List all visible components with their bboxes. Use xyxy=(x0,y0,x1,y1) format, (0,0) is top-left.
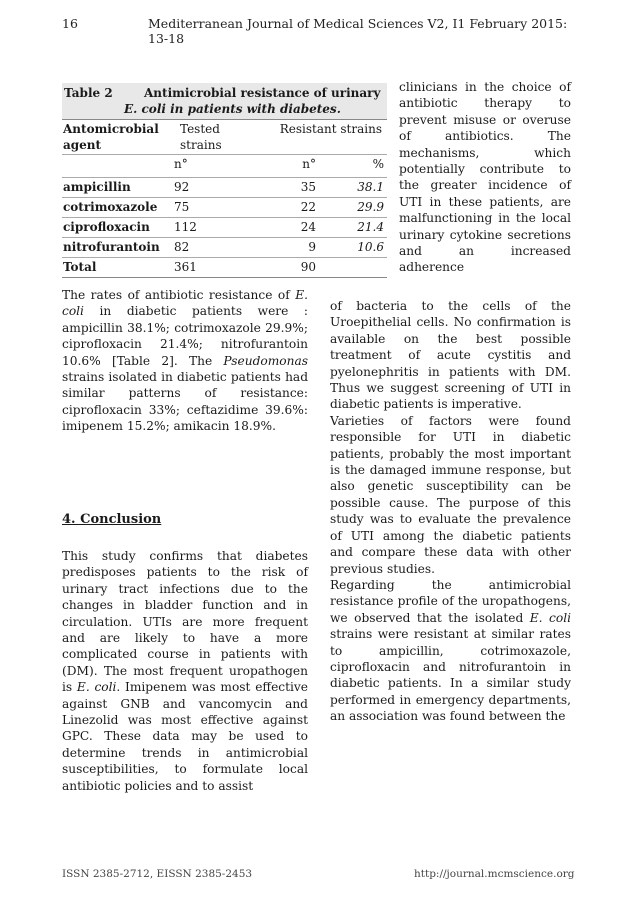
total-resistant: 90 xyxy=(300,260,316,274)
row-resistant: 22 xyxy=(300,200,316,214)
left-paragraph-conclusion: This study confirms that diabetes predisposes patients to the risk of urinary tract infections due to the changes in bladder function and in circulation. UTIs are more frequent and are likely to have a more complicated course in patients with (DM). The most frequent uropathogen is E. coli. Imipenem was most effective against GNB and vancomycin and Linezolid was most effective against GPC. These data may be used to determine trends in antimicrobial susceptibilities, to formulate local antibiotic policies and to assist xyxy=(62,549,309,793)
right-paragraph-1: of bacteria to the cells of the Uroepithelial cells. No confirmation is available on the best possible treatment of acute cystitis and pyelonephritis in patients with DM. Thus we suggest screening of UTI in diabetic patients is imperative. xyxy=(330,299,571,412)
row-percent: 29.9 xyxy=(357,200,384,214)
col-header-tested: Tested strains xyxy=(180,122,222,152)
page-number: 16 xyxy=(62,16,78,31)
row-resistant: 9 xyxy=(308,240,316,254)
table-caption-line1: Antimicrobial resistance of urinary xyxy=(144,86,381,100)
row-agent: cotrimoxazole xyxy=(63,200,158,214)
row-percent: 38.1 xyxy=(357,180,384,194)
results-table xyxy=(62,83,387,278)
right-paragraph-2: Varieties of factors were found responsible for UTI in diabetic patients, probably the most important is the damaged immune response, but also genetic susceptibility can be possible cause. The purpose of this study was to evaluate the prevalence of UTI among the diabetic patients and compare these data with other previous studies. xyxy=(330,413,571,576)
sub-header-resistant: n° xyxy=(302,157,316,171)
table-row xyxy=(62,217,387,237)
left-paragraph-results: The rates of antibiotic resistance of E. coli in diabetic patients were : ampicillin 38.1%; cotrimoxazole 29.9%; ciprofloxacin 21.4%; nitrofurantoin 10.6% [Table 2]. The Pseudomonas strains isolated in diabetic patients had similar patterns of resistance: ciprofloxacin 33%; ceftazidime 39.6%: imipenem 15.2%; amikacin 18.9%. xyxy=(62,288,308,434)
table-row xyxy=(62,197,387,217)
journal-title: Mediterranean Journal of Medical Sciences V2, I1 February 2015: 13-18 xyxy=(148,16,568,46)
right-paragraph-top: clinicians in the choice of antibiotic therapy to prevent misuse or overuse of antibiotics. The mechanisms, which potentially contribute to the greater incidence of UTI in these patients, are malfunctioning in the local urinary cytokine secretions and an increased adherence xyxy=(399,80,571,275)
table-subheader-row xyxy=(62,154,387,177)
row-resistant: 24 xyxy=(300,220,316,234)
right-paragraph-3: Regarding the antimicrobial resistance profile of the uropathogens, we observed that the isolated E. coli strains were resistant at similar rates to ampicillin, cotrimoxazole, ciprofloxacin and nitrofurantoin in diabetic patients. In a similar study performed in emergency departments, an association was found between the xyxy=(330,577,571,724)
total-label: Total xyxy=(63,260,97,274)
row-agent: nitrofurantoin xyxy=(63,240,160,254)
table-row xyxy=(62,237,387,257)
row-tested: 82 xyxy=(174,240,190,254)
row-tested: 92 xyxy=(174,180,190,194)
sub-header-percent: % xyxy=(372,157,384,171)
page-header xyxy=(62,16,582,46)
conclusion-heading: 4. Conclusion xyxy=(62,512,162,527)
row-percent: 21.4 xyxy=(357,220,384,234)
row-agent: ciprofloxacin xyxy=(63,220,150,234)
table-caption-line2: E. coli in patients with diabetes. xyxy=(124,102,341,116)
footer-url[interactable]: http://journal.mcmscience.org xyxy=(414,868,575,880)
table-caption-number: Table 2 xyxy=(64,86,113,100)
row-tested: 75 xyxy=(174,200,190,214)
row-agent: ampicillin xyxy=(63,180,131,194)
row-resistant: 35 xyxy=(300,180,316,194)
table-total-row xyxy=(62,257,387,278)
col-header-resistant: Resistant strains xyxy=(279,122,382,136)
table-header-row xyxy=(62,119,387,154)
right-paragraphs xyxy=(330,298,571,725)
row-tested: 112 xyxy=(174,220,197,234)
footer-issn: ISSN 2385-2712, EISSN 2385-2453 xyxy=(62,868,253,880)
sub-header-tested: n° xyxy=(174,157,188,171)
col-header-agent: Antomicrobial agent xyxy=(63,122,159,152)
total-tested: 361 xyxy=(174,260,197,274)
table-caption xyxy=(62,83,387,119)
table-row xyxy=(62,177,387,197)
row-percent: 10.6 xyxy=(357,240,384,254)
